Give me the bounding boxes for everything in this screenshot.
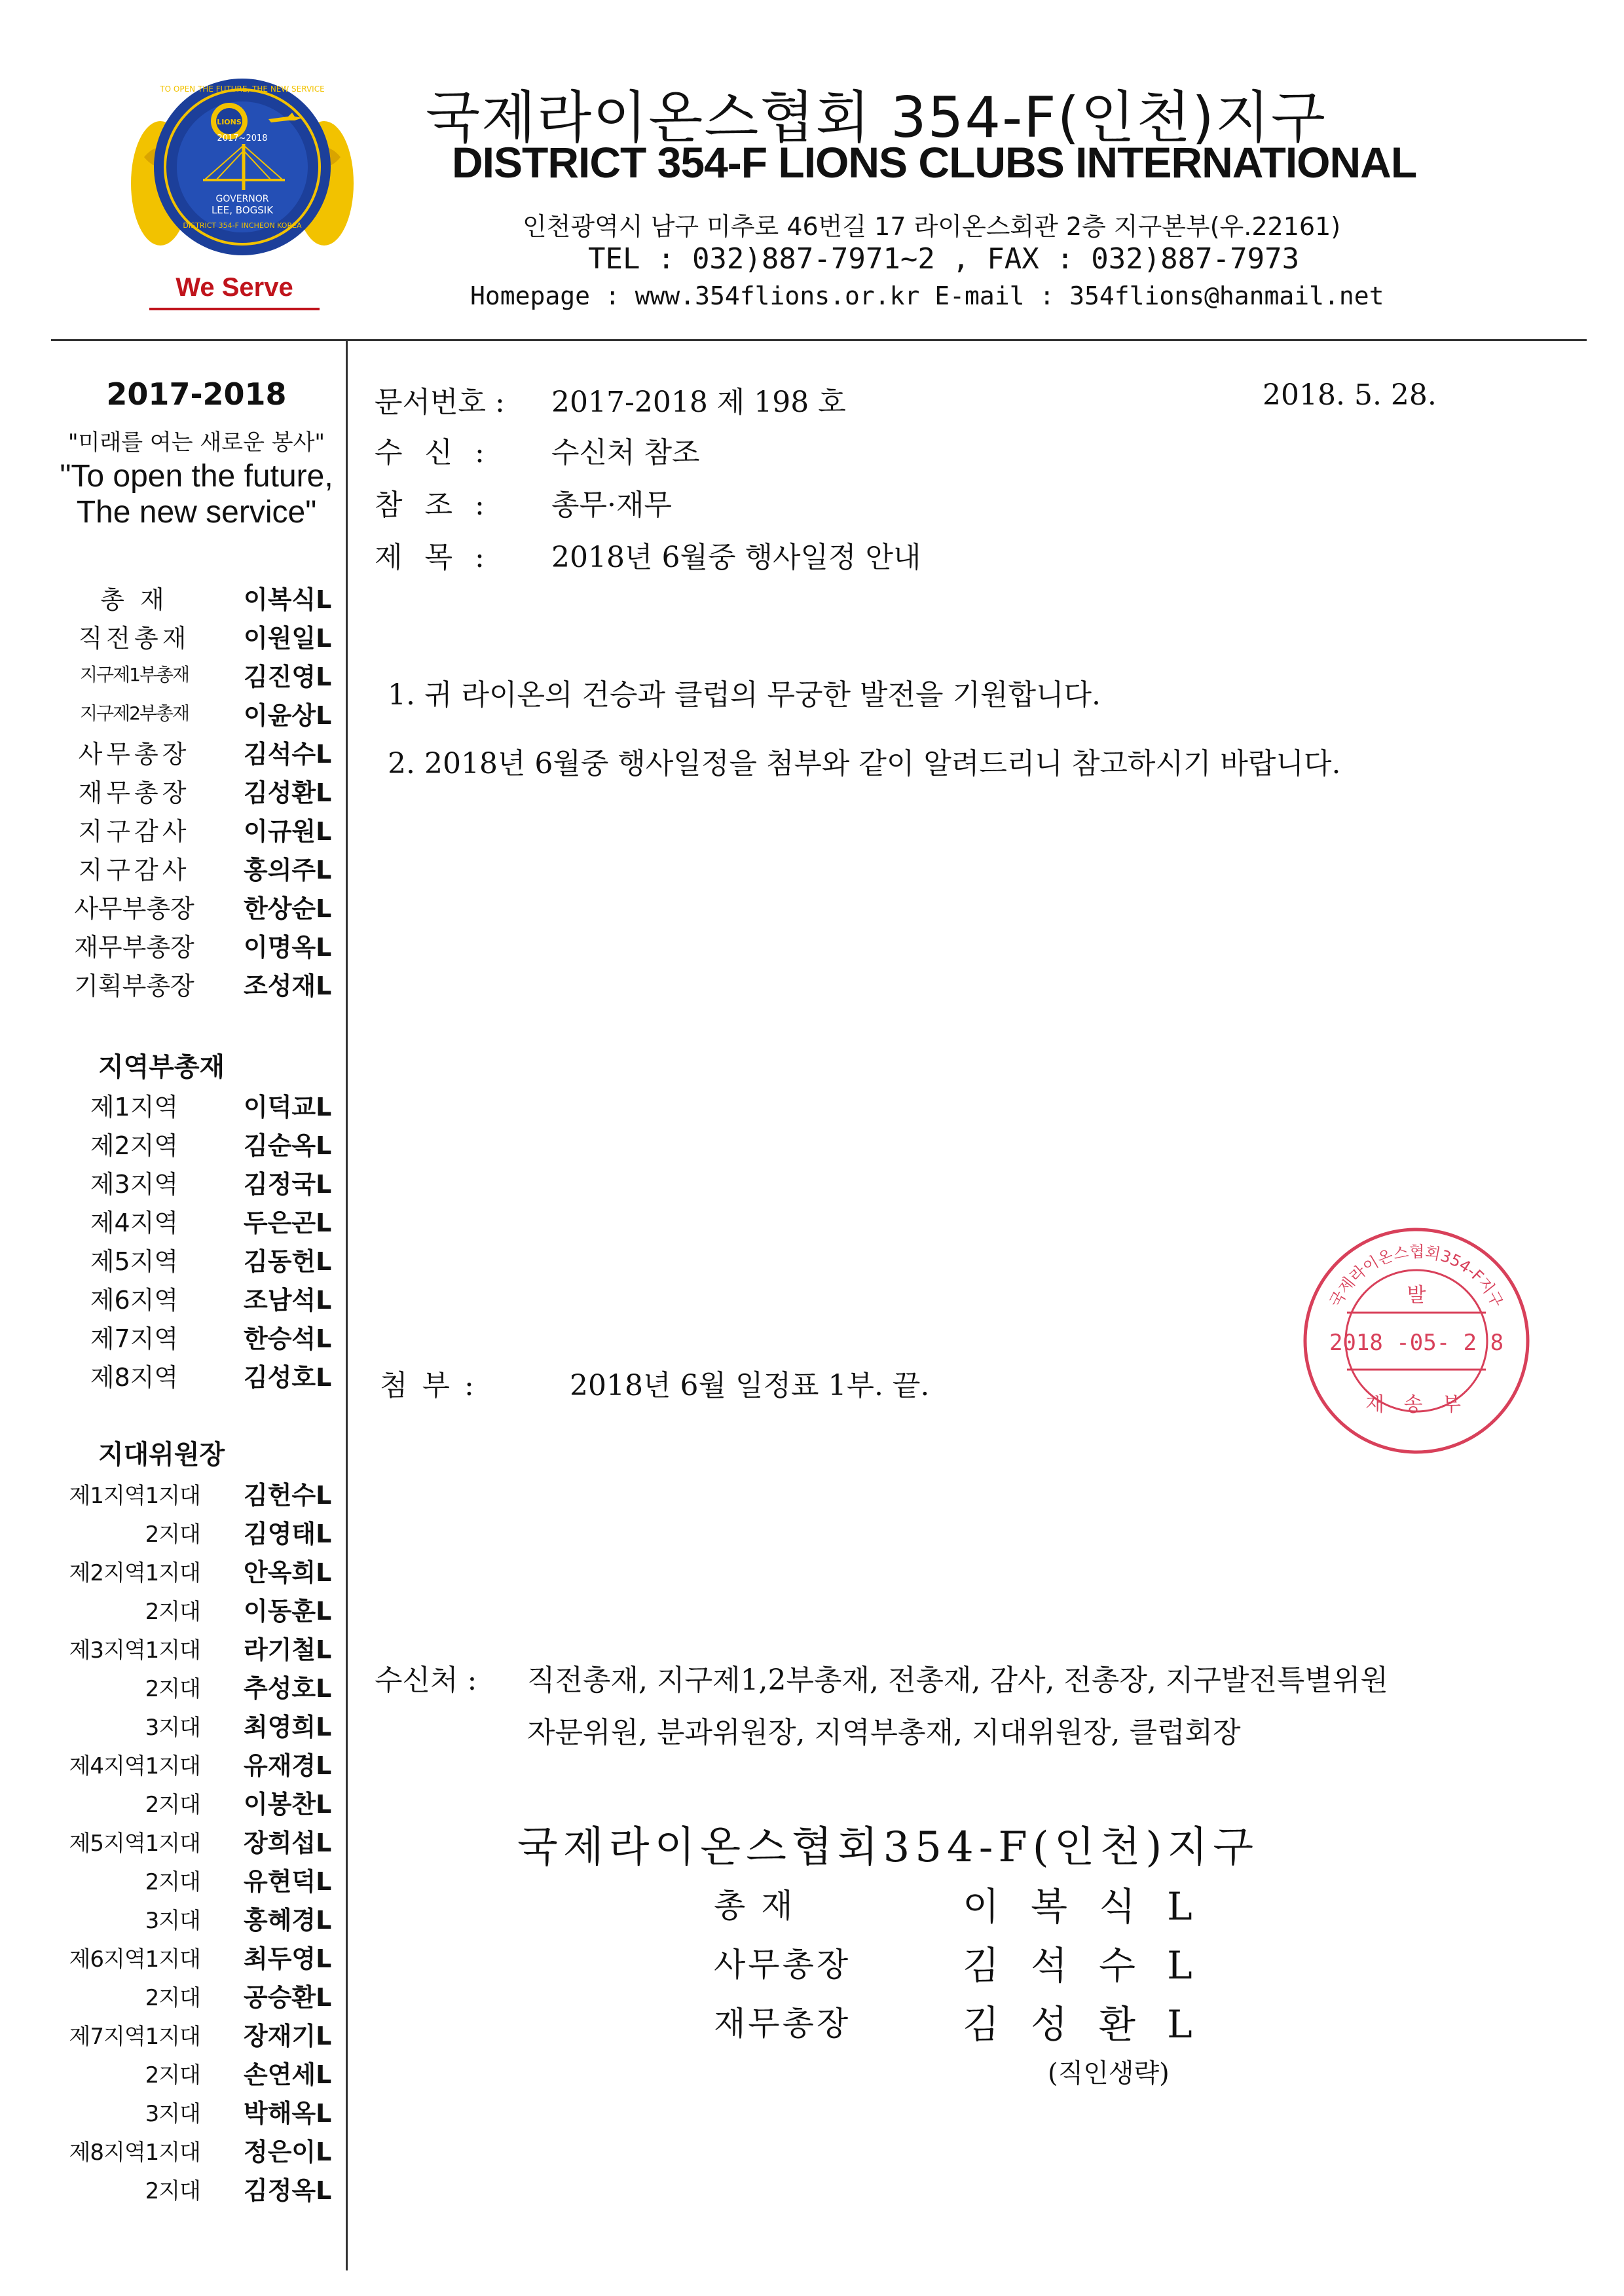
zone-title: 제8지역1지대 bbox=[69, 2140, 200, 2166]
reference-label: 참 조 : bbox=[375, 488, 491, 522]
officer-title: 사무총장 bbox=[78, 740, 191, 769]
region-row bbox=[59, 1203, 341, 1241]
region-row bbox=[59, 1241, 341, 1279]
officer-name: 이규원L bbox=[244, 817, 332, 846]
region-title: 제5지역 bbox=[90, 1247, 179, 1276]
recipients-label: 수신처 : bbox=[375, 1664, 477, 1697]
doc-number-label: 문서번호 : bbox=[375, 386, 505, 419]
officer-row bbox=[59, 888, 341, 926]
officer-row bbox=[59, 618, 341, 656]
officer-row bbox=[59, 811, 341, 849]
zone-name: 박해옥L bbox=[244, 2099, 332, 2128]
sidebar-divider bbox=[346, 339, 348, 2270]
region-name: 김정국L bbox=[244, 1170, 332, 1199]
zone-row bbox=[52, 1514, 341, 1552]
we-serve-label: We Serve bbox=[149, 267, 320, 310]
zone-title: 2지대 bbox=[145, 1792, 200, 1818]
svg-text:DISTRICT 354-F INCHEON KOREA: DISTRICT 354-F INCHEON KOREA bbox=[183, 221, 302, 230]
zone-row bbox=[52, 1552, 341, 1590]
doc-number: 2017-2018 제 198 호 bbox=[551, 386, 846, 419]
zone-title: 제2지역1지대 bbox=[69, 1560, 200, 1586]
zone-title: 제3지역1지대 bbox=[69, 1637, 200, 1664]
zone-row bbox=[52, 2093, 341, 2131]
officer-name: 이원일L bbox=[244, 624, 332, 653]
zone-title: 2지대 bbox=[145, 1985, 200, 2011]
zone-name: 안옥희L bbox=[244, 1558, 332, 1587]
zone-name: 장재기L bbox=[244, 2022, 332, 2050]
svg-text:LIONS: LIONS bbox=[217, 118, 242, 126]
region-row bbox=[59, 1125, 341, 1163]
homepage-email: Homepage : www.354flions.or.kr E-mail : 354flions@hanmail.net bbox=[470, 282, 1384, 310]
officer-row bbox=[59, 966, 341, 1004]
reference-value: 총무·재무 bbox=[551, 488, 673, 522]
officer-row bbox=[59, 579, 341, 617]
zone-title: 제4지역1지대 bbox=[69, 1753, 200, 1779]
region-title: 제6지역 bbox=[90, 1286, 179, 1315]
officer-name: 김성환L bbox=[244, 778, 332, 807]
officer-title: 직전총재 bbox=[78, 624, 191, 653]
region-row bbox=[59, 1319, 341, 1357]
officer-name: 김석수L bbox=[244, 740, 332, 769]
svg-text:LEE, BOGSIK: LEE, BOGSIK bbox=[211, 204, 274, 216]
officer-name: 홍의주L bbox=[244, 856, 332, 884]
officer-title: 총 재 bbox=[100, 585, 168, 614]
region-name: 김동헌L bbox=[244, 1247, 332, 1276]
zone-name: 홍혜경L bbox=[244, 1906, 332, 1935]
zone-title: 2지대 bbox=[145, 2062, 200, 2088]
zone-row bbox=[52, 1707, 341, 1745]
officer-row bbox=[59, 695, 341, 733]
officer-name: 조성재L bbox=[244, 972, 332, 1000]
zone-title: 2지대 bbox=[145, 2178, 200, 2204]
slogan-english-line-1: "To open the future, bbox=[60, 459, 333, 494]
region-title: 제2지역 bbox=[90, 1131, 179, 1160]
zone-title: 3지대 bbox=[145, 1908, 200, 1934]
region-name: 이덕교L bbox=[244, 1093, 332, 1121]
recipients-line-2: 자문위원, 분과위원장, 지역부총재, 지대위원장, 클럽회장 bbox=[527, 1716, 1241, 1749]
zone-row bbox=[52, 1900, 341, 1938]
zone-title: 제5지역1지대 bbox=[69, 1831, 200, 1857]
zone-name: 유현덕L bbox=[244, 1867, 332, 1896]
recipients-line-1: 직전총재, 지구제1,2부총재, 전총재, 감사, 전총장, 지구발전특별위원 bbox=[527, 1664, 1388, 1697]
zone-row bbox=[52, 1745, 341, 1783]
zone-title: 2지대 bbox=[145, 1522, 200, 1548]
officer-name: 한상순L bbox=[244, 894, 332, 923]
region-title: 제7지역 bbox=[90, 1324, 179, 1353]
region-title: 제8지역 bbox=[90, 1363, 179, 1392]
zone-row bbox=[52, 2170, 341, 2208]
zone-name: 정은이L bbox=[244, 2138, 332, 2166]
zone-name: 김정옥L bbox=[244, 2176, 332, 2205]
zone-name: 최두영L bbox=[244, 1944, 332, 1973]
zone-name: 손연세L bbox=[244, 2060, 332, 2089]
zone-row bbox=[52, 1977, 341, 2015]
officer-title: 사무부총장 bbox=[74, 894, 194, 923]
doc-date: 2018. 5. 28. bbox=[1263, 378, 1437, 412]
svg-text:재 송 부: 재 송 부 bbox=[1365, 1393, 1468, 1416]
signature-title: 재무총장 bbox=[714, 2005, 851, 2043]
org-name-english: DISTRICT 354-F LIONS CLUBS INTERNATIONAL bbox=[452, 138, 1417, 187]
zone-title: 2지대 bbox=[145, 1599, 200, 1625]
region-title: 제3지역 bbox=[90, 1170, 179, 1199]
body-paragraph-2: 2. 2018년 6월중 행사일정을 첨부와 같이 알려드리니 참고하시기 바랍니다. bbox=[388, 747, 1341, 780]
zone-title: 3지대 bbox=[145, 1715, 200, 1741]
signature-title: 총 재 bbox=[714, 1887, 796, 1925]
officer-name: 이윤상L bbox=[244, 701, 332, 730]
seal-omitted-note: (직인생략) bbox=[1048, 2058, 1170, 2088]
zone-name: 김영태L bbox=[244, 1520, 332, 1548]
zone-row bbox=[52, 1630, 341, 1667]
svg-text:발: 발 bbox=[1407, 1284, 1426, 1307]
subject-label: 제 목 : bbox=[375, 541, 491, 574]
subject-value: 2018년 6월중 행사일정 안내 bbox=[551, 541, 921, 574]
officer-row bbox=[59, 734, 341, 772]
region-name: 두은곤L bbox=[244, 1209, 332, 1237]
zone-row bbox=[52, 1475, 341, 1513]
attachment-label: 첨 부 : bbox=[380, 1369, 477, 1402]
signature-row bbox=[714, 1876, 1303, 1935]
phone-fax: TEL : 032)887-7971~2 , FAX : 032)887-7973 bbox=[588, 242, 1300, 276]
signature-name: 이복식L bbox=[963, 1884, 1224, 1929]
svg-text:TO OPEN THE FUTURE, THE NEW SE: TO OPEN THE FUTURE, THE NEW SERVICE bbox=[160, 84, 325, 94]
zone-title: 2지대 bbox=[145, 1676, 200, 1702]
zone-name: 이동훈L bbox=[244, 1597, 332, 1626]
svg-text:2017~2018: 2017~2018 bbox=[217, 134, 268, 143]
zone-name: 최영희L bbox=[244, 1713, 332, 1741]
zone-name: 추성호L bbox=[244, 1674, 332, 1703]
region-vice-governor-header: 지역부총재 bbox=[98, 1052, 225, 1082]
region-name: 김성호L bbox=[244, 1363, 332, 1392]
recipient-label: 수 신 : bbox=[375, 436, 491, 469]
region-row bbox=[59, 1164, 341, 1202]
header-divider bbox=[51, 339, 1587, 341]
zone-row bbox=[52, 2016, 341, 2054]
zone-row bbox=[52, 2132, 341, 2170]
officer-name: 이명옥L bbox=[244, 933, 332, 962]
slogan-korean: "미래를 여는 새로운 봉사" bbox=[67, 429, 325, 456]
officer-title: 기획부총장 bbox=[74, 972, 194, 1000]
svg-text:GOVERNOR: GOVERNOR bbox=[215, 194, 269, 204]
zone-row bbox=[52, 1591, 341, 1629]
officer-row bbox=[59, 927, 341, 965]
slogan-english-line-2: The new service" bbox=[76, 495, 317, 530]
signature-name: 김석수L bbox=[963, 1943, 1224, 1988]
zone-chairperson-header: 지대위원장 bbox=[98, 1440, 225, 1470]
zone-row bbox=[52, 1823, 341, 1861]
zone-title: 제1지역1지대 bbox=[69, 1483, 200, 1509]
zone-row bbox=[52, 1668, 341, 1706]
officer-title: 지구감사 bbox=[78, 817, 191, 846]
officer-title: 재무총장 bbox=[78, 778, 191, 807]
zone-title: 2지대 bbox=[145, 1869, 200, 1895]
zone-name: 장희섭L bbox=[244, 1829, 332, 1857]
svg-text:국제라이온스협회354-F지구: 국제라이온스협회354-F지구 bbox=[1326, 1242, 1507, 1311]
signature-row bbox=[714, 1935, 1303, 1994]
org-name-korean: 국제라이온스협회 354-F(인천)지구 bbox=[426, 85, 1327, 151]
region-title: 제1지역 bbox=[90, 1093, 179, 1121]
signature-row bbox=[714, 1994, 1303, 2052]
officer-title: 재무부총장 bbox=[74, 933, 194, 962]
region-title: 제4지역 bbox=[90, 1209, 179, 1237]
zone-row bbox=[52, 1784, 341, 1822]
officer-title: 지구제1부총재 bbox=[79, 664, 189, 685]
officer-title: 지구감사 bbox=[78, 856, 191, 884]
region-name: 한승석L bbox=[244, 1324, 332, 1353]
officer-name: 이복식L bbox=[244, 585, 332, 614]
svg-text:2018 -05- 2 8: 2018 -05- 2 8 bbox=[1329, 1330, 1504, 1356]
region-name: 김순옥L bbox=[244, 1131, 332, 1160]
officer-name: 김진영L bbox=[244, 663, 332, 691]
zone-title: 3지대 bbox=[145, 2101, 200, 2127]
zone-title: 제7지역1지대 bbox=[69, 2024, 200, 2050]
recipient-value: 수신처 참조 bbox=[551, 436, 700, 469]
region-row bbox=[59, 1280, 341, 1318]
officer-row bbox=[59, 657, 341, 695]
zone-title: 제6지역1지대 bbox=[69, 1946, 200, 1973]
zone-row bbox=[52, 1939, 341, 1977]
zone-name: 이봉찬L bbox=[244, 1790, 332, 1819]
region-name: 조남석L bbox=[244, 1286, 332, 1315]
zone-name: 공승환L bbox=[244, 1983, 332, 2012]
body-paragraph-1: 1. 귀 라이온의 건승과 클럽의 무궁한 발전을 기원합니다. bbox=[388, 678, 1101, 712]
address: 인천광역시 남구 미추로 46번길 17 라이온스회관 2층 지구본부(우.22161) bbox=[523, 212, 1341, 241]
dispatch-seal-stamp bbox=[1300, 1224, 1532, 1457]
region-row bbox=[59, 1087, 341, 1125]
signature-name: 김성환L bbox=[963, 2002, 1224, 2047]
attachment-value: 2018년 6월 일정표 1부. 끝. bbox=[570, 1369, 930, 1402]
district-logo bbox=[131, 59, 354, 282]
officer-title: 지구제2부총재 bbox=[79, 702, 189, 724]
zone-row bbox=[52, 1861, 341, 1899]
officer-row bbox=[59, 850, 341, 888]
zone-name: 김헌수L bbox=[244, 1481, 332, 1510]
zone-name: 라기철L bbox=[244, 1635, 332, 1664]
officer-row bbox=[59, 773, 341, 811]
signature-title: 사무총장 bbox=[714, 1946, 851, 1984]
sidebar-year: 2017-2018 bbox=[106, 376, 287, 412]
region-row bbox=[59, 1357, 341, 1395]
signature-org: 국제라이온스협회354-F(인천)지구 bbox=[517, 1823, 1259, 1872]
zone-name: 유재경L bbox=[244, 1751, 332, 1780]
zone-row bbox=[52, 2054, 341, 2092]
